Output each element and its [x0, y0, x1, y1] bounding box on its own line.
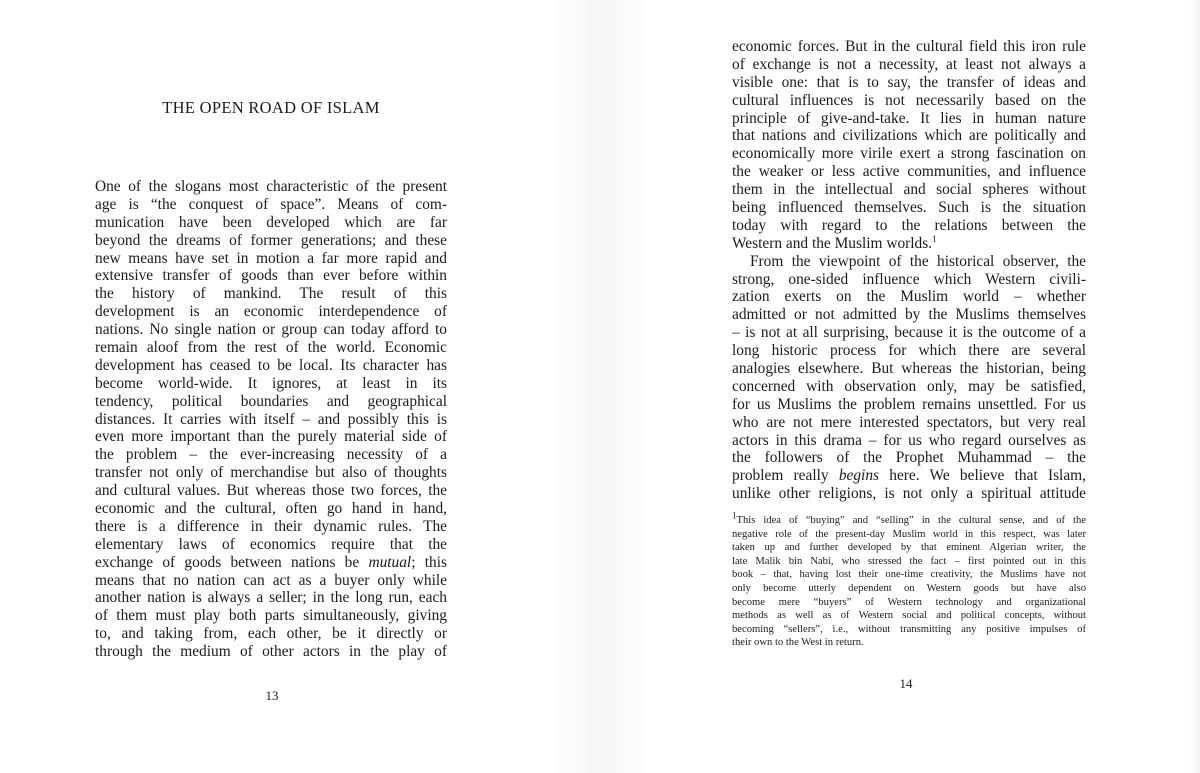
text-line: concerned with observation only, may be satisfied,	[732, 377, 1086, 395]
text-line: them in the intellectual and social spheres without	[732, 181, 1086, 199]
text-run: exchange of goods between nations be	[95, 553, 369, 571]
text-line: means that no nation can act as a buyer only while	[95, 571, 447, 589]
right-page	[600, 0, 1200, 773]
footnote-line: their own to the West in return.	[732, 637, 864, 649]
chapter-title: THE OPEN ROAD OF ISLAM	[162, 98, 380, 117]
text-line: age is “the conquest of space”. Means of com-	[95, 195, 447, 213]
text-line: who are not mere interested spectators, but very real	[732, 413, 1086, 431]
text-line: another nation is always a seller; in the long run, each	[95, 589, 447, 607]
footnote-line: taken up and further developed by that eminent Algerian writer, the	[732, 542, 1086, 554]
text-line: One of the slogans most characteristic of the present	[95, 178, 447, 195]
text-run: ; this	[411, 553, 447, 571]
text-line: today with regard to the relations between the	[732, 216, 1086, 234]
text-line: there is a difference in their dynamic rules. The	[95, 517, 447, 535]
text-line: extensive transfer of goods than ever before within	[95, 267, 447, 285]
text-line: remain aloof from the rest of the world. Economic	[95, 339, 447, 357]
text-line: nations. No single nation or group can today afford to	[95, 321, 447, 339]
text-line: and cultural values. But whereas those two forces, the	[95, 482, 447, 500]
text-line: munication have been developed which are far	[95, 213, 447, 231]
text-line: the problem – the ever-increasing necessity of a	[95, 446, 447, 464]
text-line: become world-wide. It ignores, at least in its	[95, 374, 447, 392]
text-line: the history of mankind. The result of this	[95, 285, 447, 303]
footnote-reference: 1	[932, 233, 937, 244]
left-page	[0, 0, 560, 773]
text-line: for us Muslims the problem remains unsettled. For us	[732, 395, 1086, 413]
text-line	[732, 467, 1086, 485]
text-line: to, and taking from, each other, be it directly or	[95, 625, 447, 643]
text-line: visible one: that is to say, the transfer of ideas and	[732, 73, 1086, 91]
footnote-line	[732, 510, 1086, 528]
right-page-body	[732, 38, 1086, 503]
page-number: 13	[265, 688, 279, 703]
footnote-line: methods as well as of Western social and political concepts, without	[732, 610, 1086, 622]
text-line: development is an economic interdependence of	[95, 303, 447, 321]
text-line: unlike other religions, is not only a spiritual attitude	[732, 485, 1086, 503]
text-line: the followers of the Prophet Muhammad – the	[732, 449, 1086, 467]
text-line	[732, 235, 1086, 253]
text-line: new means have set in motion a far more rapid and	[95, 249, 447, 267]
footnote-line: become mere “buyers” of Western technology and organizational	[732, 596, 1086, 608]
italic-emphasis: begins	[838, 467, 880, 485]
text-line: transfer not only of merchandise but also of thoughts	[95, 464, 447, 482]
text-line: cultural influences is not necessarily based on the	[732, 91, 1086, 109]
text-line: elementary laws of economics require that the	[95, 535, 447, 553]
italic-emphasis: mutual	[368, 553, 412, 571]
text-run: This idea of “buying” and “selling” in the cultural sense, and of the	[736, 515, 1086, 526]
text-line: beyond the dreams of former generations; and these	[95, 231, 447, 249]
footnote-line: becoming “sellers”, i.e., without transmitting any positive impulses of	[732, 623, 1086, 635]
footnote-line: book – that, having lost their one-time creativity, the Muslims have not	[732, 569, 1086, 581]
text-line	[95, 554, 447, 572]
text-run: Western and the Muslim worlds.	[732, 234, 933, 252]
text-line: economic forces. But in the cultural field this iron rule	[732, 38, 1086, 55]
text-line: tendency, political boundaries and geographical	[95, 392, 447, 410]
text-line: admitted or not admitted by the Muslims themselves	[732, 306, 1086, 324]
text-line: development has ceased to be local. Its character has	[95, 356, 447, 374]
text-line: principle of give-and-take. It lies in human nature	[732, 109, 1086, 127]
text-run: here. We believe that Islam,	[879, 467, 1086, 485]
text-line: of exchange is not a necessity, at least not always a	[732, 55, 1086, 73]
text-line: actors in this drama – for us who regard ourselves as	[732, 431, 1086, 449]
text-line: analogies elsewhere. But whereas the historian, being	[732, 360, 1086, 378]
text-line: being influenced themselves. Such is the situation	[732, 199, 1086, 217]
footnote-marker: 1	[732, 510, 737, 521]
text-line: of them must play both parts simultaneously, giving	[95, 607, 447, 625]
text-line: through the medium of other actors in the play of	[95, 643, 447, 661]
text-run: problem really	[732, 467, 839, 485]
footnote-line: late Malik bin Nabi, who stressed the fact – first pointed out in this	[732, 555, 1086, 567]
left-page-body	[95, 178, 447, 661]
footnote-line: only become utterly dependent on Western goods but have also	[732, 582, 1086, 594]
text-line: economic and the cultural, often go hand in hand,	[95, 500, 447, 518]
text-line: even more important than the purely material side of	[95, 428, 447, 446]
text-line: – is not at all surprising, because it is the outcome of a	[732, 324, 1086, 342]
text-line: the weaker or less active communities, and influence	[732, 163, 1086, 181]
text-line: that nations and civilizations which are politically and	[732, 127, 1086, 145]
text-line: zation exerts on the Muslim world – whether	[732, 288, 1086, 306]
text-line: strong, one-sided influence which Western civili-	[732, 270, 1086, 288]
footnote-block	[732, 510, 1086, 650]
footnote-line: negative role of the present-day Muslim world in this respect, was later	[732, 528, 1086, 540]
text-line: long historic process for which there are several	[732, 342, 1086, 360]
text-line: economically more virile exert a strong fascination on	[732, 145, 1086, 163]
text-line: distances. It carries with itself – and possibly this is	[95, 410, 447, 428]
text-line: From the viewpoint of the historical observer, the	[750, 252, 1086, 270]
page-number: 14	[899, 676, 913, 691]
